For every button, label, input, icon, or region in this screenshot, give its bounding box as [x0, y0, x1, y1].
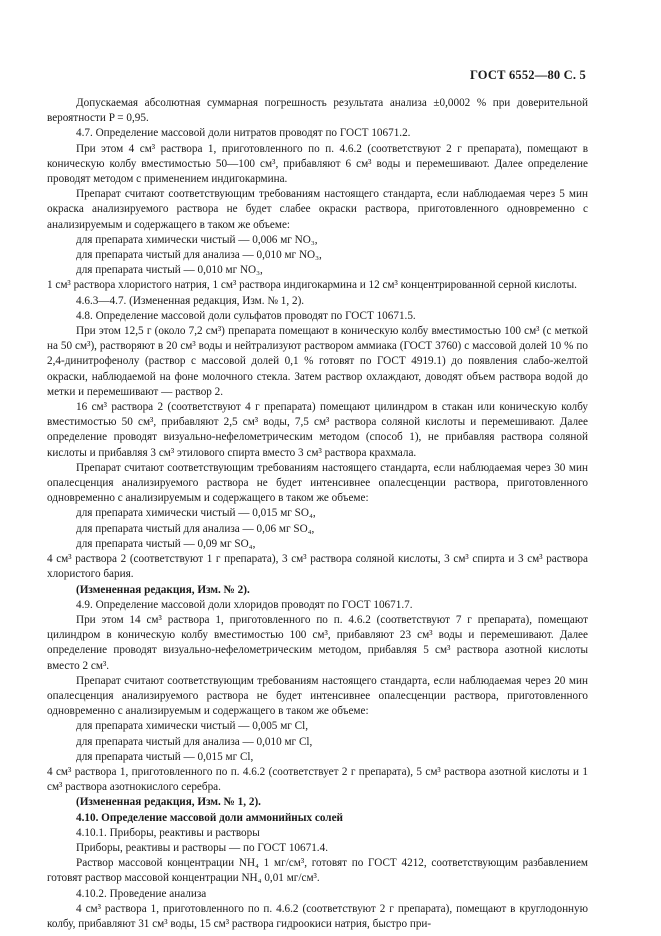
subsection-heading: 4.10.2. Проведение анализа [76, 887, 207, 900]
paragraph: 1 см³ раствора хлористого натрия, 1 см³ раствора индигокармина и 12 см³ концентрированной серной кислоты. [47, 279, 577, 292]
list-item: для препарата чистый — 0,015 мг Cl, [76, 750, 254, 763]
document-body [47, 96, 588, 932]
section-4-10-heading: 4.10. Определение массовой доли аммонийных солей [76, 811, 343, 824]
list-item: для препарата чистый — 0,09 мг SO₄, [76, 537, 256, 550]
list-item: для препарата чистый для анализа — 0,06 мг SO₄, [76, 522, 315, 535]
paragraph: Препарат считают соответствующим требованиям настоящего стандарта, если наблюдаемая через 5 мин окраска анализируемого раствора не будет слабее окраски раствора, приготовленного одновременно с анализируемым и содержащего в таком же объеме: [47, 188, 588, 231]
paragraph: При этом 12,5 г (около 7,2 см³) препарата помещают в коническую колбу вместимостью 100 см³ (с меткой на 50 см³), растворяют в 20 см³ воды и нейтрализуют раствором аммиака (ГОСТ 3760) с массовой долей 10 % по 2,4-динитрофенолу (раствор с массовой долей 0,1 % готовят по ГОСТ 4919.1) до появления слабо-желтой окраски, наблюдаемой на фоне молочного стекла. Затем раствор охлаждают, доводят объем раствора водой до метки и перемешивают — раствор 2. [47, 325, 588, 398]
paragraph: 16 см³ раствора 2 (соответствуют 4 г препарата) помещают цилиндром в стакан или коническую колбу вместимостью 50 см³, прибавляют 2,5 см³ воды, 7,5 см³ раствора соляной кислоты и перемешивают. Далее определение проводят визуально-нефелометрическим методом (способ 1), не прибавляя раствора соляной кислоты и прибавляя 3 см³ этилового спирта вместо 3 см³ раствора крахмала. [47, 401, 588, 459]
paragraph: Допускаемая абсолютная суммарная погрешность результата анализа ±0,0002 % при доверительной вероятности P = 0,95. [47, 97, 588, 125]
list-item: для препарата химически чистый — 0,015 мг SO₄, [76, 507, 316, 520]
list-item: для препарата чистый — 0,010 мг NO₃, [76, 264, 263, 277]
revision-note: 4.6.3—4.7. (Измененная редакция, Изм. № 1, 2). [76, 294, 305, 307]
paragraph: 4 см³ раствора 1, приготовленного по п. 4.6.2 (соответствуют 2 г препарата), помещают в круглодонную колбу, прибавляют 31 см³ воды, 15 см³ раствора гидроокиси натрия, быстро при- [47, 902, 588, 930]
revision-note: (Измененная редакция, Изм. № 2). [76, 583, 250, 596]
revision-note: (Измененная редакция, Изм. № 1, 2). [76, 796, 261, 809]
section-4-8: 4.8. Определение массовой доли сульфатов проводят по ГОСТ 10671.5. [76, 309, 416, 322]
section-4-9: 4.9. Определение массовой доли хлоридов проводят по ГОСТ 10671.7. [76, 598, 413, 611]
norms-list-nitrates [47, 233, 588, 279]
paragraph: Препарат считают соответствующим требованиям настоящего стандарта, если наблюдаемая через 20 мин опалесценция анализируемого раствора не будет интенсивнее опалесценции раствора, приготовленного одновременно с анализируемым и содержащего в таком же объеме: [47, 674, 588, 718]
paragraph: 4 см³ раствора 1, приготовленного по п. 4.6.2 (соответствует 2 г препарата), 5 см³ раствора азотной кислоты и 1 см³ раствора азотнокислого серебра. [47, 765, 588, 794]
norms-list-sulfates [47, 506, 588, 552]
norms-list-chlorides [47, 719, 588, 765]
page-header: ГОСТ 6552—80 С. 5 [469, 68, 586, 82]
list-item: для препарата чистый для анализа — 0,010 мг Cl, [76, 735, 313, 748]
section-4-7: 4.7. Определение массовой доли нитратов проводят по ГОСТ 10671.2. [76, 127, 411, 140]
subsection-heading: 4.10.1. Приборы, реактивы и растворы [76, 826, 260, 839]
paragraph: При этом 14 см³ раствора 1, приготовленного по п. 4.6.2 (соответствуют 7 г препарата), помещают цилиндром в коническую колбу вместимостью 100 см³, прибавляют 23 см³ воды и перемешивают. Далее определение проводят визуально-нефелометрическим методом, прибавляя 5 см³ раствора азотной кислоты вместо 2 см³. [47, 613, 588, 672]
paragraph: Препарат считают соответствующим требованиям настоящего стандарта, если наблюдаемая через 30 мин опалесценция анализируемого раствора не будет интенсивнее опалесценции раствора, приготовленного одновременно с анализируемым и содержащего в таком же объеме: [47, 461, 588, 505]
paragraph: Раствор массовой концентрации NH₄ 1 мг/см³, готовят по ГОСТ 4212, соответствующим разбавлением готовят раствор массовой концентрации NH₄ 0,01 мг/см³. [47, 857, 588, 885]
list-item: для препарата химически чистый — 0,005 мг Cl, [76, 720, 309, 733]
paragraph: Приборы, реактивы и растворы — по ГОСТ 10671.4. [76, 841, 328, 854]
paragraph: 4 см³ раствора 2 (соответствуют 1 г препарата), 3 см³ раствора соляной кислоты, 3 см³ спирта и 3 см³ раствора хлористого бария. [47, 553, 588, 581]
paragraph: При этом 4 см³ раствора 1, приготовленного по п. 4.6.2 (соответствуют 2 г препарата), помещают в коническую колбу вместимостью 50—100 см³, прибавляют 6 см³ воды и перемешивают. Далее определение проводят методом с применением индигокармина. [47, 142, 588, 186]
list-item: для препарата химически чистый — 0,006 мг NO₃, [76, 233, 318, 246]
list-item: для препарата чистый для анализа — 0,010 мг NO₃, [76, 249, 322, 262]
